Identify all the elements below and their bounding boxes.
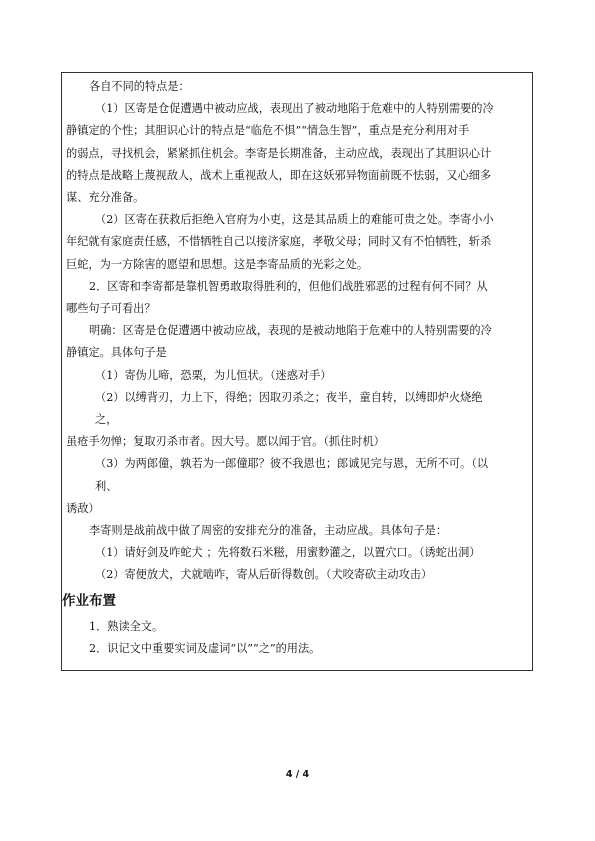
text-line: 利、 xyxy=(95,479,118,493)
document-body xyxy=(62,76,528,660)
homework-item: 1．熟读全文。 xyxy=(89,619,164,633)
homework-item: 2．识记文中重要实词及虚词“以”“之”的用法。 xyxy=(89,641,321,655)
text-line: （2）以缚背刃，力上下，得绝；因取刃杀之；夜半，童自转，以缚即炉火烧绝 xyxy=(95,390,483,404)
text-line: 李寄则是战前战中做了周密的安排充分的准备，主动应战。具体句子是： xyxy=(89,524,448,538)
text-line: （3）为两郎僮，孰若为一郎僮耶？彼不我恩也；郎诚见完与恩，无所不可。（以 xyxy=(95,457,489,471)
text-line: 的弱点，寻找机会，紧紧抓住机会。李寄是长期准备，主动应战，表现出了其胆识心计 xyxy=(66,146,492,160)
text-line: 明确：区寄是仓促遭遇中被动应战，表现的是被动地陷于危难中的人特别需要的冷 xyxy=(89,324,492,338)
text-line: 静镇定。具体句子是 xyxy=(66,346,167,360)
text-line: 诱敌） xyxy=(66,501,100,515)
page-number: 4 / 4 xyxy=(285,769,310,780)
body-text xyxy=(66,76,528,587)
text-line: 谋、充分准备。 xyxy=(66,191,145,205)
text-line: （1）区寄是仓促遭遇中被动应战，表现出了被动地陷于危难中的人特别需要的冷 xyxy=(95,102,494,116)
text-line: 2．区寄和李寄都是靠机智勇敢取得胜利的，但他们战胜邪恶的过程有何不同？从 xyxy=(89,279,488,293)
text-line: 巨蛇，为一方除害的愿望和思想。这是李寄品质的光彩之处。 xyxy=(66,257,369,271)
text-line: （2）区寄在获救后拒绝入官府为小吏，这是其品质上的难能可贵之处。李寄小小 xyxy=(95,213,494,227)
text-line: 年纪就有家庭责任感，不惜牺牲自己以接济家庭，孝敬父母；同时又有不怕牺牲，斩杀 xyxy=(66,235,492,249)
text-line: 之， xyxy=(95,413,118,427)
text-line: 哪些句子可看出？ xyxy=(66,302,156,316)
text-line: 静镇定的个性；其胆识心计的特点是“临危不惧”“情急生智”，重点是充分利用对手 xyxy=(66,124,470,138)
text-line: 各自不同的特点是： xyxy=(89,80,190,93)
text-line: （2）寄便放犬，犬就啮咋，寄从后斫得数创。（犬咬寄砍主动攻击） xyxy=(95,568,433,582)
homework-heading: 作业布置 xyxy=(62,592,116,609)
text-line: （1）请好剑及咋蛇犬 ；先将数石米糍，用蜜麨灌之，以置穴口。（诱蛇出洞） xyxy=(95,546,481,560)
text-line: （1）寄伪儿啼，恐栗，为儿恒状。（迷惑对手） xyxy=(95,368,332,382)
text-line: 的特点是战略上蔑视敌人，战术上重视敌人，即在这妖邪异物面前既不怯弱，又心细多 xyxy=(66,168,492,182)
text-line: 虽疮手勿惮；复取刃杀市者。因大号。愿以闻于官。（抓住时机） xyxy=(66,435,385,449)
